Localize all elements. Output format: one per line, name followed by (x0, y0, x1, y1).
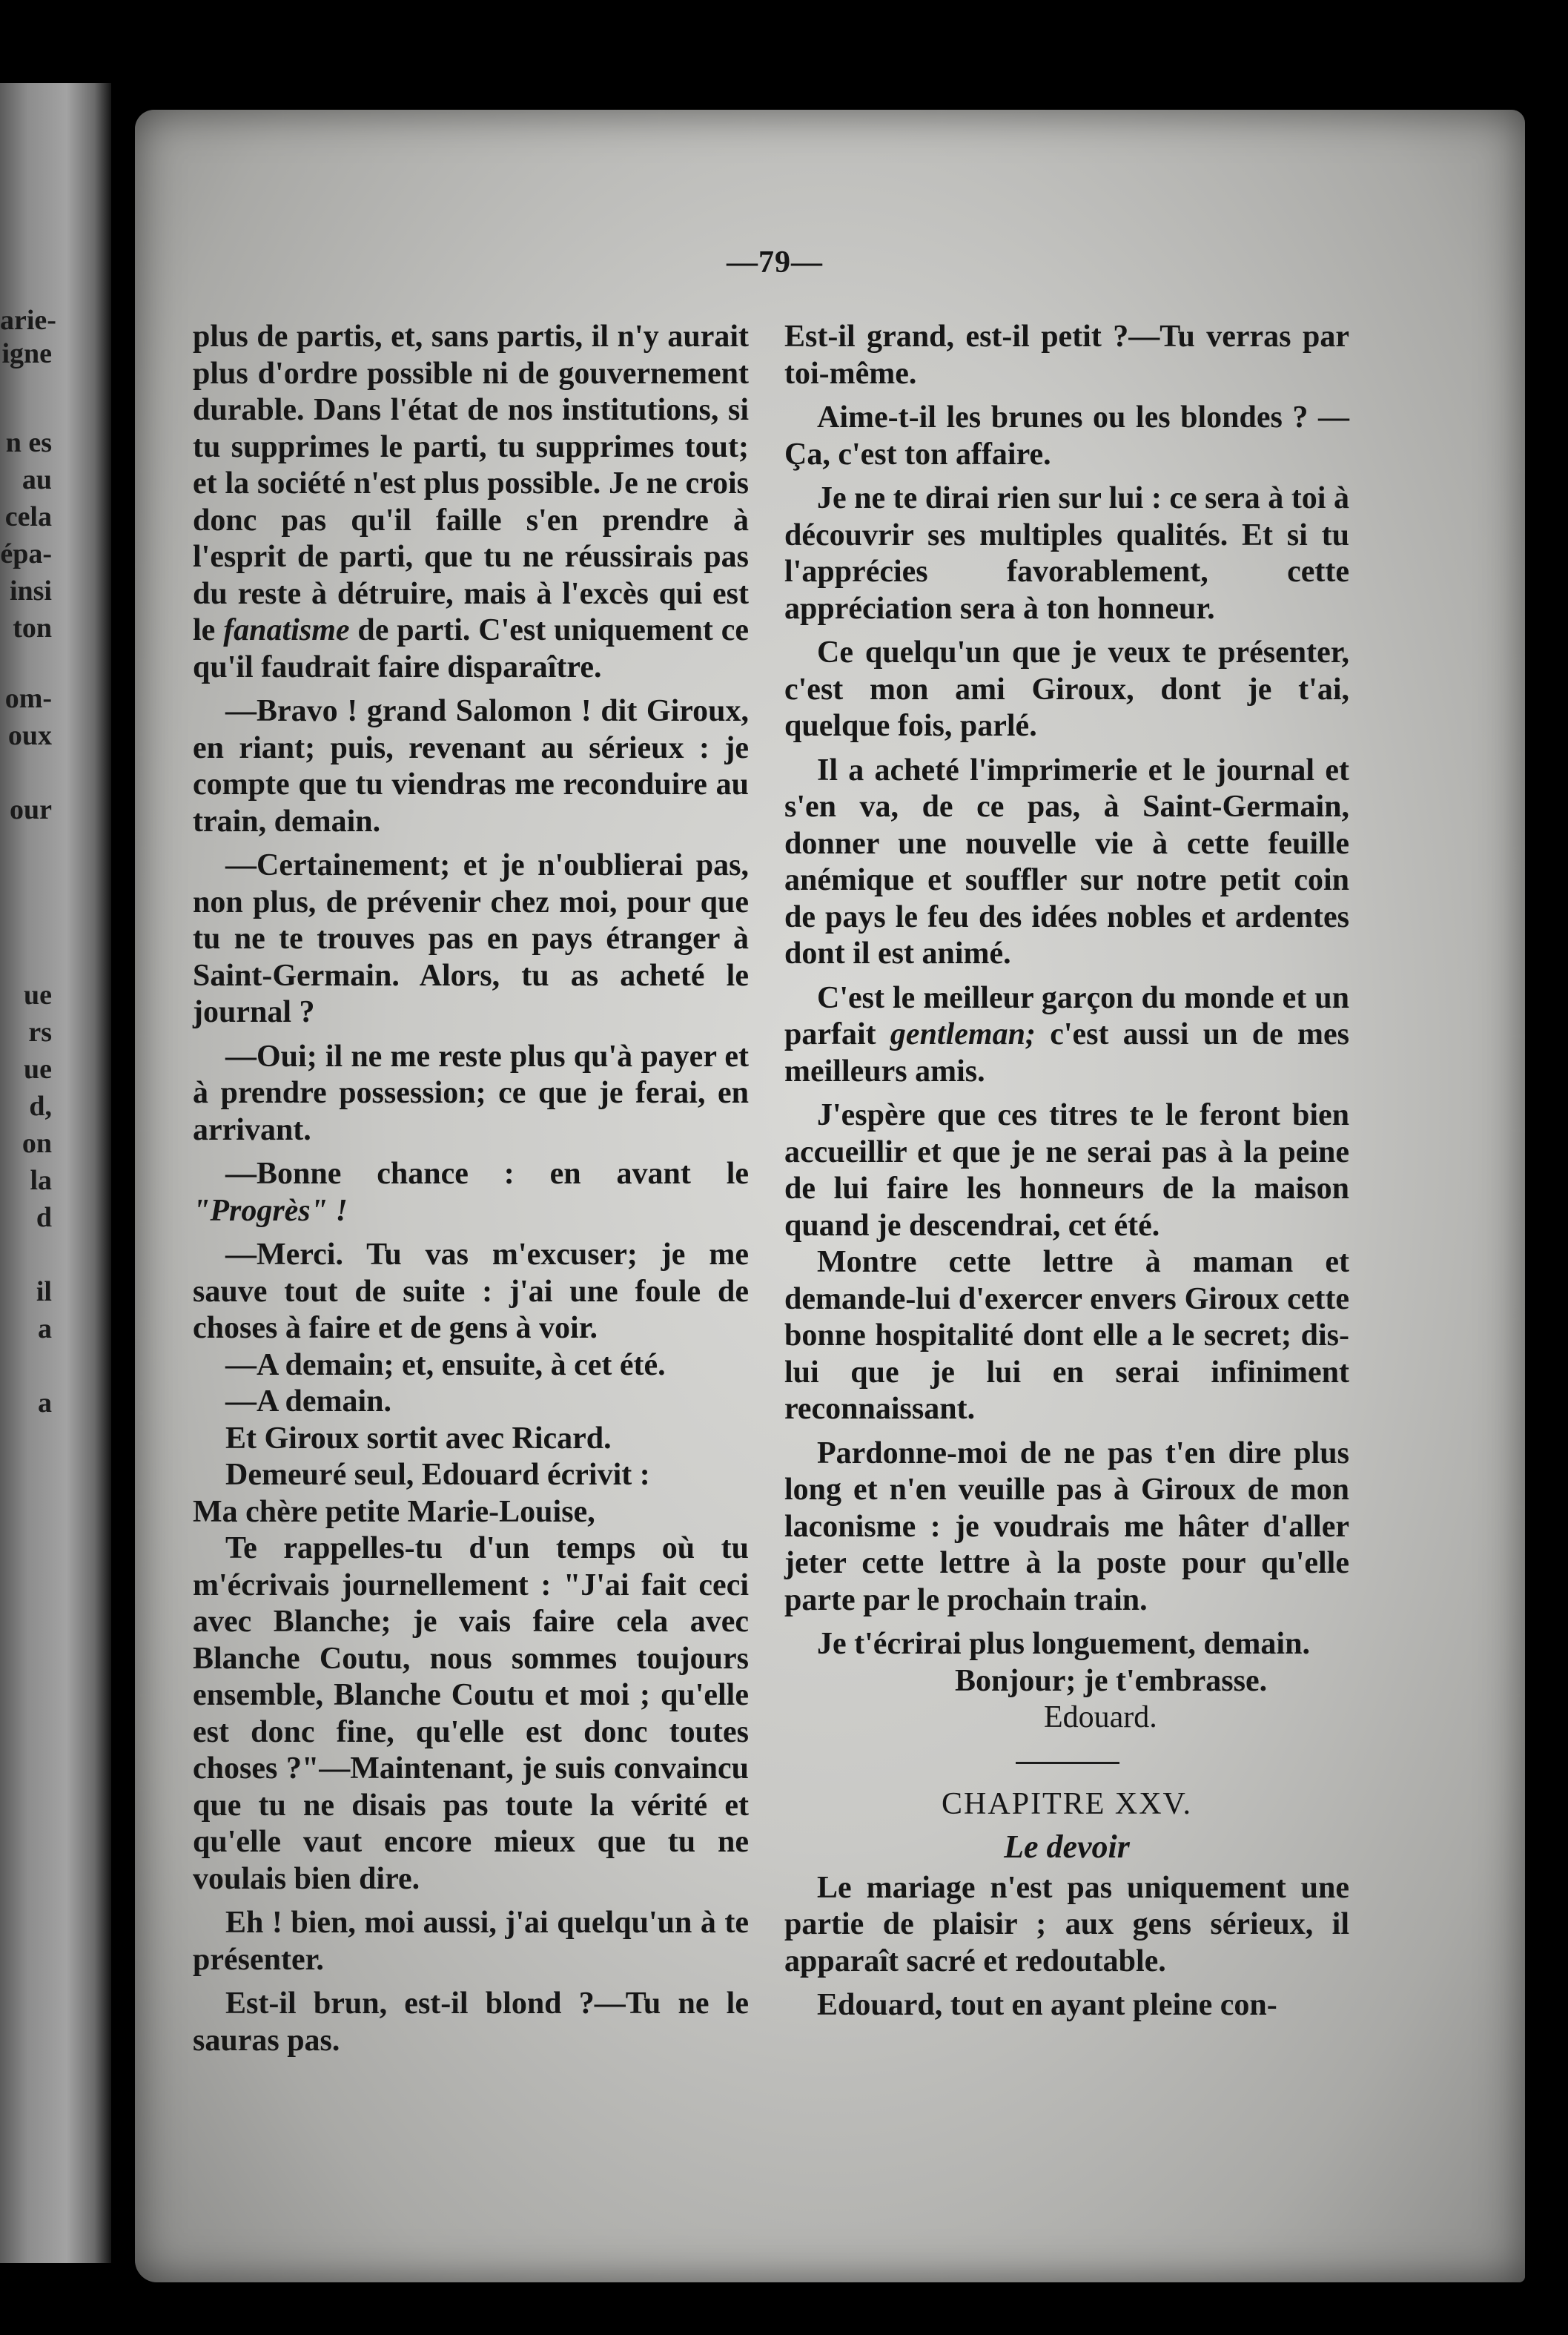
paragraph (193, 319, 749, 686)
paragraph: J'espère que ces titres te le feront bien accueillir et que je ne serai pas à la peine de lui faire les honneurs de la maison quand je descendrai, cet été. (784, 1098, 1349, 1243)
paragraph: Est-il brun, est-il blond ?—Tu ne le sauras pas. (193, 1986, 749, 2058)
paragraph: —A demain; et, ensuite, à cet été. (225, 1347, 666, 1382)
fragment: rs (28, 1017, 52, 1048)
page-number: —79— (727, 245, 823, 280)
paragraph: Montre cette lettre à maman et demande-lui d'exercer envers Giroux cette bonne hospitalité dont elle a le secret; dis-lui que je lui en serai infiniment reconnaissant. (784, 1245, 1349, 1426)
fragment: ton (13, 612, 52, 644)
paragraph: Je t'écrirai plus longuement, demain. (817, 1627, 1310, 1661)
left-text-column (193, 319, 749, 2059)
paragraph-text: C'est le meilleur garçon du monde et un parfait (784, 980, 1349, 1051)
fragment: our (10, 794, 52, 825)
paragraph (784, 980, 1349, 1091)
fragment: n es (5, 427, 52, 458)
paragraph: Demeuré seul, Edouard écrivit : (225, 1458, 650, 1492)
paragraph: —A demain. (225, 1384, 392, 1418)
paragraph (193, 1156, 749, 1229)
fragment: il (36, 1276, 52, 1307)
fragment: on (21, 1128, 52, 1159)
paragraph: Pardonne-moi de ne pas t'en dire plus long et n'en veuille pas à Giroux de mon laconisme : je voudrais me hâter d'aller jeter cette lettre à la poste pour qu'elle parte par le prochain train. (784, 1436, 1349, 1617)
fragment: arie- (0, 305, 56, 336)
adjacent-page-strip (0, 83, 111, 2263)
fragment: d, (29, 1091, 52, 1122)
fragment: igne (1, 338, 52, 369)
italic-word: "Progrès" ! (193, 1193, 348, 1228)
paragraph: Et Giroux sortit avec Ricard. (225, 1421, 612, 1456)
fragment: au (21, 464, 52, 495)
paragraph: Je ne te dirai rien sur lui : ce sera à toi à découvrir ses multiples qualités. Et si tu l'apprécies favorablement, cette appréciation sera à ton honneur. (784, 481, 1349, 626)
letter-closing: Bonjour; je t'embrasse. (955, 1663, 1268, 1698)
paragraph-text: plus de partis, et, sans partis, il n'y aurait plus d'ordre possible ni de gouvernement durable. Dans l'état de nos institutions, si tu supprimes le parti, tu supprimes tout; et la société n'est plus possible. Je ne crois donc pas qu'il faille s'en prendre à l'esprit de parti, que tu ne réussirais pas du reste à détruire, mais à l'excès qui est le (193, 320, 749, 647)
paragraph: Le mariage n'est pas uniquement une partie de plaisir ; aux gens sérieux, il apparaît sacré et redoutable. (784, 1870, 1349, 1978)
fragment: insi (9, 575, 52, 607)
italic-word: fanatisme (223, 613, 350, 647)
paragraph: Edouard, tout en ayant pleine con- (817, 1988, 1277, 2022)
paragraph: Ce quelqu'un que je veux te présenter, c'est mon ami Giroux, dont je t'ai, quelque fois, parlé. (784, 635, 1349, 743)
fragment: ue (24, 980, 52, 1011)
paragraph: Te rappelles-tu d'un temps où tu m'écrivais journellement : "J'ai fait ceci avec Blanche; je vais faire cela avec Blanche Coutu, nous sommes toujours ensemble, Blanche Coutu et moi ; qu'elle est donc fine, qu'elle est donc toutes choses ?"—Maintenant, je suis convaincu que tu ne disais pas toute la vérité et qu'elle vaut encore mieux que tu ne voulais bien dire. (193, 1531, 749, 1896)
right-text-column (784, 319, 1349, 2024)
paragraph-text: c'est aussi un de mes meilleurs amis. (784, 1017, 1349, 1089)
fragment: oux (7, 720, 52, 751)
chapter-title: CHAPITRE XXV. (942, 1786, 1192, 1821)
paragraph: Aime-t-il les brunes ou les blondes ? —Ça, c'est ton affaire. (784, 400, 1349, 472)
chapter-subtitle: Le devoir (1004, 1829, 1130, 1865)
paragraph-text: de parti. C'est uniquement ce qu'il faudrait faire disparaître. (193, 613, 749, 684)
italic-word: gentleman; (890, 1017, 1036, 1051)
letter-salutation: Ma chère petite Marie-Louise, (193, 1494, 595, 1529)
paragraph: Est-il grand, est-il petit ?—Tu verras par toi-même. (784, 320, 1349, 391)
fragment: a (38, 1387, 52, 1418)
letter-signature: Edouard. (1044, 1700, 1157, 1734)
paragraph: —Bravo ! grand Salomon ! dit Giroux, en riant; puis, revenant au sérieux : je compte que tu viendras me reconduire au train, demain. (193, 694, 749, 839)
paragraph: —Merci. Tu vas m'excuser; je me sauve tout de suite : j'ai une foule de choses à faire et de gens à voir. (193, 1238, 749, 1345)
paragraph-text: —Bonne chance : en avant le (225, 1157, 749, 1191)
fragment: ue (24, 1054, 52, 1085)
fragment: la (30, 1165, 52, 1196)
paragraph: —Oui; il ne me reste plus qu'à payer et à prendre possession; ce que je ferai, en arrivant. (193, 1039, 749, 1147)
fragment: épa- (0, 538, 52, 569)
paragraph: —Certainement; et je n'oublierai pas, non plus, de prévenir chez moi, pour que tu ne te trouves pas en pays étranger à Saint-Germain. Alors, tu as acheté le journal ? (193, 848, 749, 1029)
section-divider (1016, 1762, 1119, 1764)
fragment: cela (4, 501, 52, 532)
paragraph: Eh ! bien, moi aussi, j'ai quelqu'un à te présenter. (193, 1906, 749, 1977)
paragraph: Il a acheté l'imprimerie et le journal et s'en va, de ce pas, à Saint-Germain, donner une nouvelle vie à cette feuille anémique et souffler sur notre petit coin de pays le feu des idées nobles et ardentes dont il est animé. (784, 753, 1349, 971)
fragment: d (36, 1202, 52, 1233)
fragment: a (38, 1313, 52, 1344)
fragment: om- (4, 683, 52, 714)
